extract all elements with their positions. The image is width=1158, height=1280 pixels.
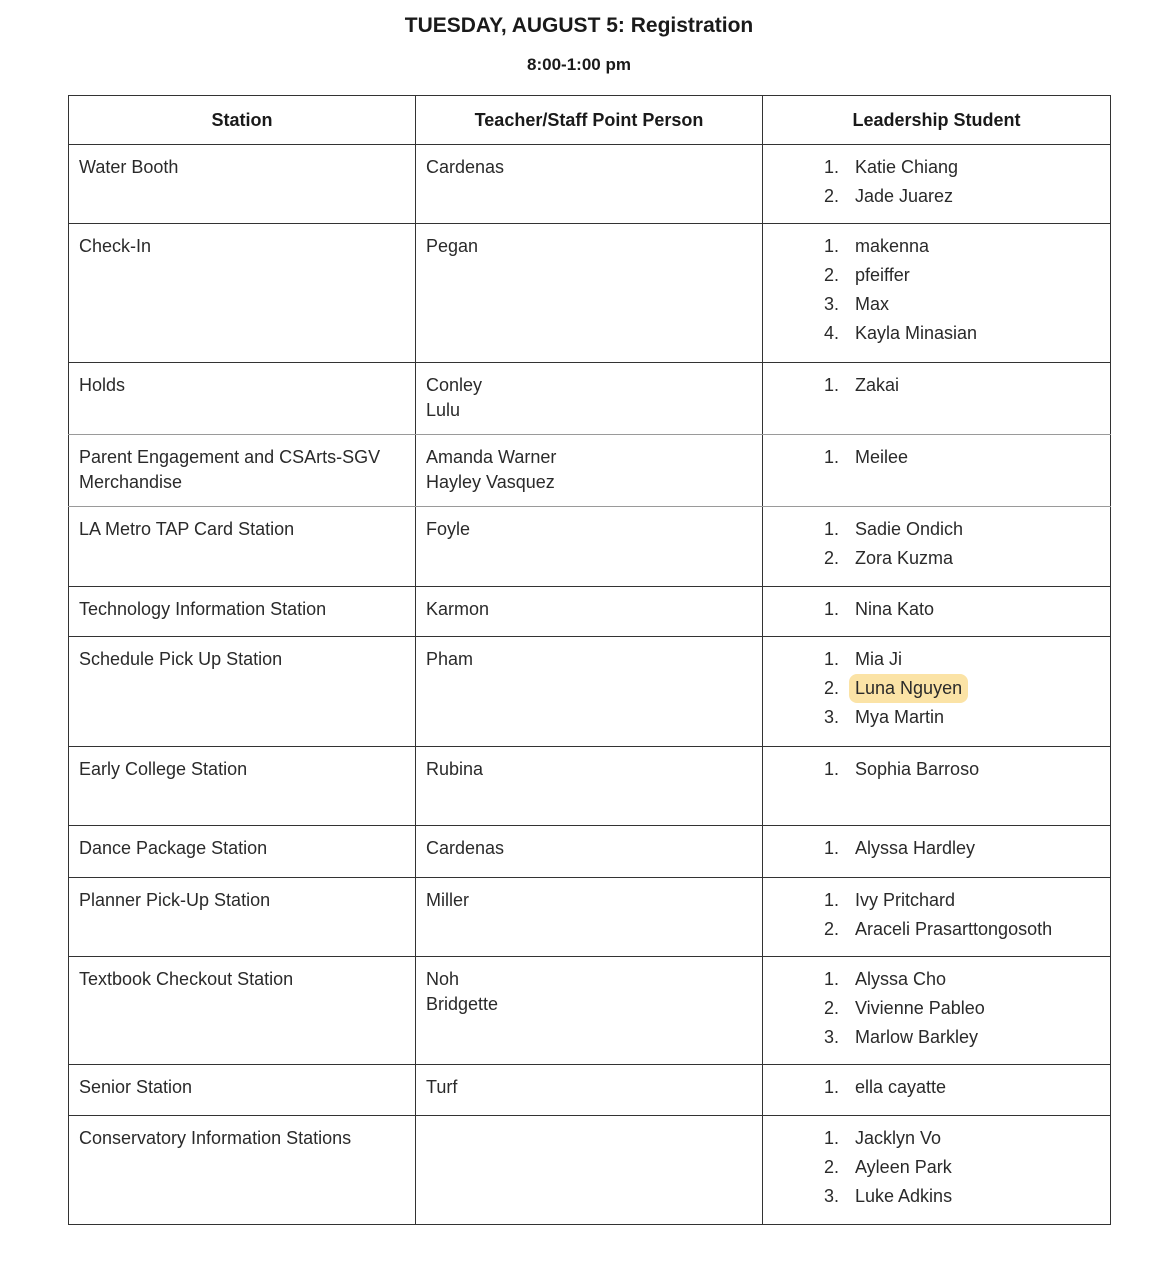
station-name: [79, 363, 405, 398]
staff-names: [426, 435, 752, 495]
station-name-line: LA Metro TAP Card Station: [79, 519, 295, 539]
station-name-line: Technology Information Station: [79, 599, 327, 619]
student-cell: [763, 224, 1111, 363]
staff-name: Foyle: [426, 519, 471, 539]
staff-names: [426, 747, 752, 782]
student-list: [773, 232, 1100, 348]
staff-names: [426, 507, 752, 542]
student-name: Sadie Ondich: [855, 519, 964, 539]
student-name-highlighted: Luna Nguyen: [849, 674, 968, 703]
station-name: [79, 435, 405, 495]
list-number: 3.: [823, 1027, 839, 1047]
station-name-line: Conservatory Information Stations: [79, 1128, 352, 1148]
student-name: Ayleen Park: [855, 1157, 952, 1177]
student-name: Zora Kuzma: [855, 548, 954, 568]
station-name: [79, 747, 405, 782]
list-item: [773, 755, 1100, 784]
list-item: [773, 443, 1100, 472]
staff-names: [426, 1065, 752, 1100]
list-item: [773, 674, 1100, 703]
station-name-line: Planner Pick-Up Station: [79, 890, 271, 910]
student-cell: [763, 435, 1111, 507]
table-row: [69, 747, 1111, 826]
station-cell: [69, 507, 416, 587]
station-name-line: Senior Station: [79, 1077, 193, 1097]
staff-names: [426, 363, 752, 423]
station-cell: [69, 363, 416, 435]
student-list: [773, 515, 1100, 573]
station-name-line: Dance Package Station: [79, 838, 268, 858]
student-name: Jacklyn Vo: [855, 1128, 942, 1148]
list-item: [773, 886, 1100, 915]
list-number: 1.: [823, 236, 839, 256]
student-name: Alyssa Hardley: [855, 838, 976, 858]
station-cell: [69, 747, 416, 826]
list-item: [773, 1023, 1100, 1052]
list-number: 1.: [823, 890, 839, 910]
staff-name: Rubina: [426, 759, 484, 779]
student-list: [773, 755, 1100, 784]
student-cell: [763, 826, 1111, 878]
staff-names: [426, 1116, 752, 1126]
list-number: 1.: [823, 649, 839, 669]
student-list: [773, 834, 1100, 863]
student-list: [773, 886, 1100, 944]
student-cell: [763, 957, 1111, 1065]
list-number: 4.: [823, 323, 839, 343]
staff-cell: [416, 957, 763, 1065]
student-name: Meilee: [855, 447, 909, 467]
student-name: Araceli Prasarttongosoth: [855, 919, 1053, 939]
station-cell: [69, 587, 416, 637]
list-number: 1.: [823, 375, 839, 395]
student-name: Katie Chiang: [855, 157, 959, 177]
student-list: [773, 153, 1100, 211]
staff-cell: [416, 507, 763, 587]
list-item: [773, 994, 1100, 1023]
list-number: 1.: [823, 599, 839, 619]
station-name: [79, 224, 405, 259]
list-item: [773, 261, 1100, 290]
student-cell: [763, 1116, 1111, 1225]
staff-names: [426, 826, 752, 861]
staff-name: Lulu: [426, 400, 461, 420]
column-header-staff: Teacher/Staff Point Person: [416, 96, 763, 145]
list-number: 2.: [823, 998, 839, 1018]
list-item: [773, 1124, 1100, 1153]
staff-cell: [416, 363, 763, 435]
list-number: 1.: [823, 969, 839, 989]
list-number: 1.: [823, 759, 839, 779]
table-row: [69, 957, 1111, 1065]
student-cell: [763, 363, 1111, 435]
staff-name: Bridgette: [426, 994, 499, 1014]
staff-names: [426, 878, 752, 913]
staff-cell: [416, 637, 763, 747]
table-row: [69, 435, 1111, 507]
station-name: [79, 587, 405, 622]
table-row: [69, 878, 1111, 957]
station-name-line: Textbook Checkout Station: [79, 969, 294, 989]
station-cell: [69, 637, 416, 747]
list-number: 2.: [823, 1157, 839, 1177]
station-cell: [69, 145, 416, 224]
list-number: 2.: [823, 678, 839, 698]
station-cell: [69, 435, 416, 507]
list-item: [773, 1153, 1100, 1182]
student-name: Nina Kato: [855, 599, 935, 619]
student-cell: [763, 587, 1111, 637]
list-item: [773, 182, 1100, 211]
list-item: [773, 645, 1100, 674]
list-number: 3.: [823, 294, 839, 314]
staff-names: [426, 957, 752, 1017]
station-name-line: Holds: [79, 375, 126, 395]
staff-names: [426, 145, 752, 180]
table-row: [69, 826, 1111, 878]
station-name-line: Schedule Pick Up Station: [79, 649, 283, 669]
station-cell: [69, 826, 416, 878]
staff-cell: [416, 747, 763, 826]
list-number: 2.: [823, 919, 839, 939]
staff-cell: [416, 587, 763, 637]
station-cell: [69, 224, 416, 363]
table-row: [69, 224, 1111, 363]
student-name: Marlow Barkley: [855, 1027, 979, 1047]
list-item: [773, 515, 1100, 544]
time-range: 8:00-1:00 pm: [527, 55, 631, 74]
table-row: [69, 145, 1111, 224]
student-name: Zakai: [855, 375, 900, 395]
list-number: 2.: [823, 186, 839, 206]
list-item: [773, 319, 1100, 348]
list-item: [773, 1182, 1100, 1211]
student-list: [773, 443, 1100, 472]
student-name: ella cayatte: [855, 1077, 947, 1097]
staff-name: Miller: [426, 890, 469, 910]
column-header-station: Station: [69, 96, 416, 145]
staff-cell: [416, 145, 763, 224]
list-number: 1.: [823, 157, 839, 177]
list-number: 1.: [823, 1077, 839, 1097]
list-item: [773, 965, 1100, 994]
station-name: [79, 1116, 405, 1151]
station-cell: [69, 1116, 416, 1225]
student-cell: [763, 747, 1111, 826]
staff-cell: [416, 878, 763, 957]
column-header-student: Leadership Student: [763, 96, 1111, 145]
student-name: makenna: [855, 236, 930, 256]
table-body: [69, 145, 1111, 1225]
list-item: [773, 595, 1100, 624]
staff-name: Cardenas: [426, 157, 505, 177]
list-number: 1.: [823, 519, 839, 539]
student-name: Mia Ji: [855, 649, 903, 669]
table-row: [69, 1065, 1111, 1116]
schedule-table: [68, 95, 1111, 1225]
staff-cell: [416, 826, 763, 878]
staff-name: Hayley Vasquez: [426, 472, 555, 492]
station-name: [79, 145, 405, 180]
station-name: [79, 637, 405, 672]
list-number: 2.: [823, 548, 839, 568]
student-list: [773, 371, 1100, 400]
table-row: [69, 1116, 1111, 1225]
station-name-line: Check-In: [79, 236, 152, 256]
student-name: Luke Adkins: [855, 1186, 953, 1206]
station-name-line: Water Booth: [79, 157, 179, 177]
list-item: [773, 290, 1100, 319]
station-name: [79, 1065, 405, 1100]
staff-name: Karmon: [426, 599, 490, 619]
table-row: [69, 637, 1111, 747]
student-cell: [763, 507, 1111, 587]
student-list: [773, 1124, 1100, 1211]
list-item: [773, 915, 1100, 944]
staff-name: Cardenas: [426, 838, 505, 858]
staff-name: Turf: [426, 1077, 458, 1097]
station-name: [79, 957, 405, 992]
student-list: [773, 645, 1100, 732]
list-item: [773, 834, 1100, 863]
station-cell: [69, 1065, 416, 1116]
staff-names: [426, 224, 752, 259]
list-number: 1.: [823, 447, 839, 467]
list-item: [773, 1073, 1100, 1102]
staff-cell: [416, 1065, 763, 1116]
student-name: Mya Martin: [855, 707, 945, 727]
student-cell: [763, 145, 1111, 224]
staff-names: [426, 637, 752, 672]
student-name: Jade Juarez: [855, 186, 954, 206]
station-name-line: Early College Station: [79, 759, 248, 779]
student-cell: [763, 637, 1111, 747]
staff-name: Pham: [426, 649, 474, 669]
staff-cell: [416, 1116, 763, 1225]
list-item: [773, 371, 1100, 400]
student-list: [773, 1073, 1100, 1102]
list-number: 3.: [823, 707, 839, 727]
list-number: 2.: [823, 265, 839, 285]
student-cell: [763, 1065, 1111, 1116]
student-name: Max: [855, 294, 890, 314]
student-list: [773, 595, 1100, 624]
table-row: [69, 587, 1111, 637]
table-header-row: [69, 96, 1111, 145]
page-title: TUESDAY, AUGUST 5: Registration: [404, 14, 754, 37]
staff-name: Noh: [426, 969, 460, 989]
staff-name: Pegan: [426, 236, 479, 256]
student-name: pfeiffer: [855, 265, 910, 285]
station-name: [79, 878, 405, 913]
station-name-line: Parent Engagement and CSArts-SGV: [79, 447, 381, 467]
station-name: [79, 507, 405, 542]
station-cell: [69, 878, 416, 957]
list-number: 1.: [823, 1128, 839, 1148]
staff-name: Amanda Warner: [426, 447, 557, 467]
staff-name: Conley: [426, 375, 483, 395]
list-number: 1.: [823, 838, 839, 858]
student-name: Kayla Minasian: [855, 323, 978, 343]
student-name: Vivienne Pableo: [855, 998, 985, 1018]
list-item: [773, 703, 1100, 732]
student-cell: [763, 878, 1111, 957]
station-cell: [69, 957, 416, 1065]
table-row: [69, 363, 1111, 435]
list-item: [773, 232, 1100, 261]
staff-names: [426, 587, 752, 622]
staff-cell: [416, 435, 763, 507]
list-item: [773, 153, 1100, 182]
station-name: [79, 826, 405, 861]
student-name: Alyssa Cho: [855, 969, 947, 989]
list-item: [773, 544, 1100, 573]
staff-cell: [416, 224, 763, 363]
table-row: [69, 507, 1111, 587]
list-number: 3.: [823, 1186, 839, 1206]
station-name-line: Merchandise: [79, 472, 183, 492]
student-list: [773, 965, 1100, 1052]
student-name: Ivy Pritchard: [855, 890, 956, 910]
student-name: Sophia Barroso: [855, 759, 980, 779]
